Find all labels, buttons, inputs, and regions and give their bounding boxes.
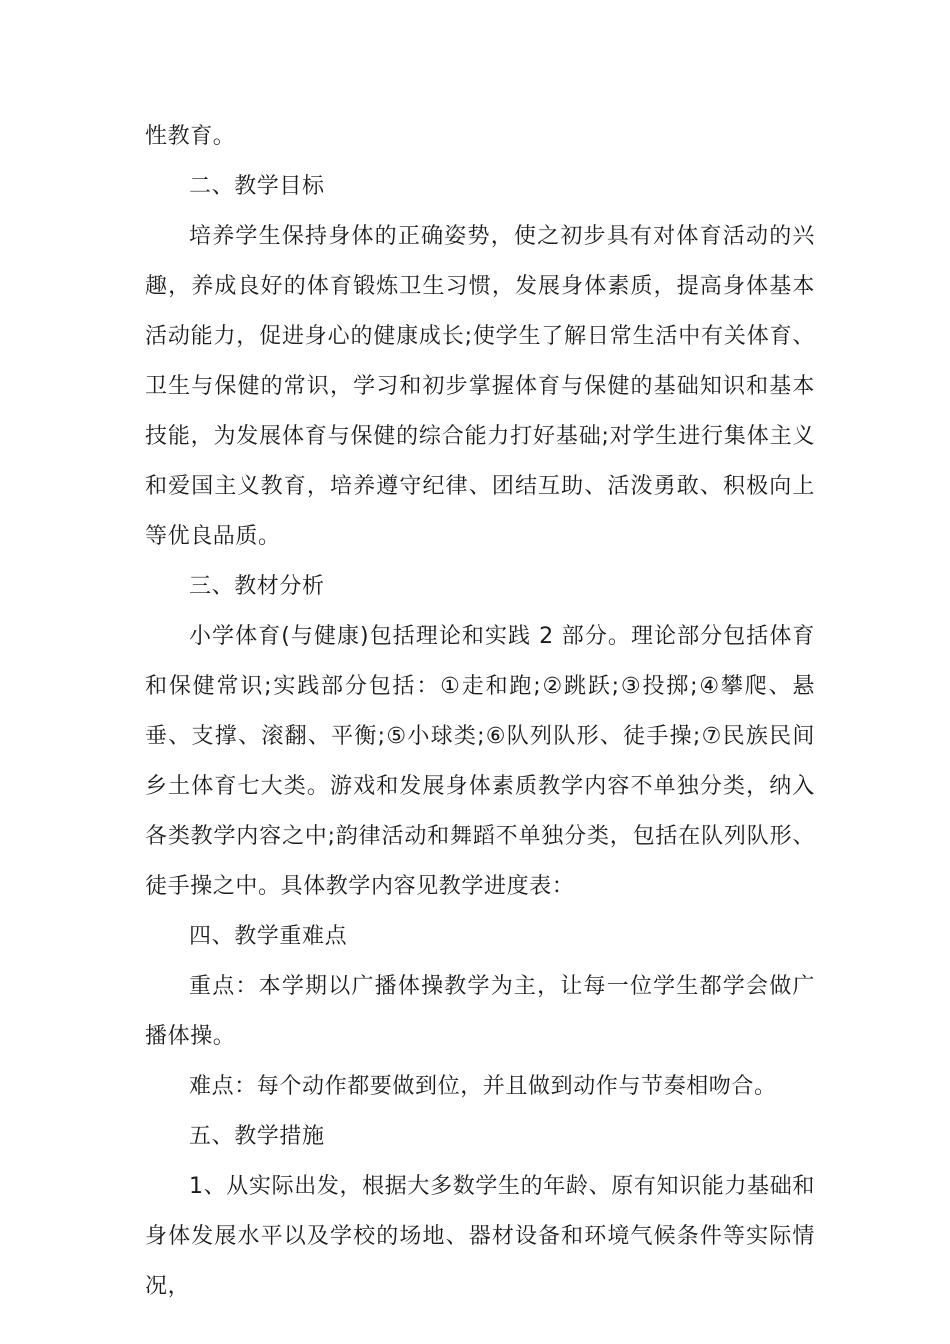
section-heading-teaching-goals: 二、教学目标 [189, 174, 325, 199]
paragraph-measure-1: 1、从实际出发，根据大多数学生的年龄、原有知识能力基础和身体发展水平以及学校的场地、器材设备和环境气候条件等实际情况， [145, 1174, 815, 1299]
paragraph-key-points: 重点：本学期以广播体操教学为主，让每一位学生都学会做广播体操。 [145, 974, 815, 1049]
section-heading-material-analysis: 三、教材分析 [189, 574, 325, 599]
paragraph-continuation: 性教育。 [145, 124, 236, 149]
document-body [145, 112, 815, 1312]
paragraph-material-analysis: 小学体育(与健康)包括理论和实践 2 部分。理论部分包括体育和保健常识;实践部分包括：①走和跑;②跳跃;③投掷;④攀爬、悬垂、支撑、滚翻、平衡;⑤小球类;⑥队列队形、徒手操;⑦民族民间乡土体育七大类。游戏和发展身体素质教学内容不单独分类，纳入各类教学内容之中;韵律活动和舞蹈不单独分类，包括在队列队形、徒手操之中。具体教学内容见教学进度表： [145, 624, 815, 899]
paragraph-teaching-goals: 培养学生保持身体的正确姿势，使之初步具有对体育活动的兴趣，养成良好的体育锻炼卫生习惯，发展身体素质，提高身体基本活动能力，促进身心的健康成长;使学生了解日常生活中有关体育、卫生与保健的常识，学习和初步掌握体育与保健的基础知识和基本技能，为发展体育与保健的综合能力打好基础;对学生进行集体主义和爱国主义教育，培养遵守纪律、团结互助、活泼勇敢、积极向上等优良品质。 [145, 224, 815, 549]
paragraph-difficulties: 难点：每个动作都要做到位，并且做到动作与节奏相吻合。 [189, 1074, 777, 1099]
section-heading-key-difficulties: 四、教学重难点 [189, 924, 348, 949]
section-heading-teaching-measures: 五、教学措施 [189, 1124, 325, 1149]
